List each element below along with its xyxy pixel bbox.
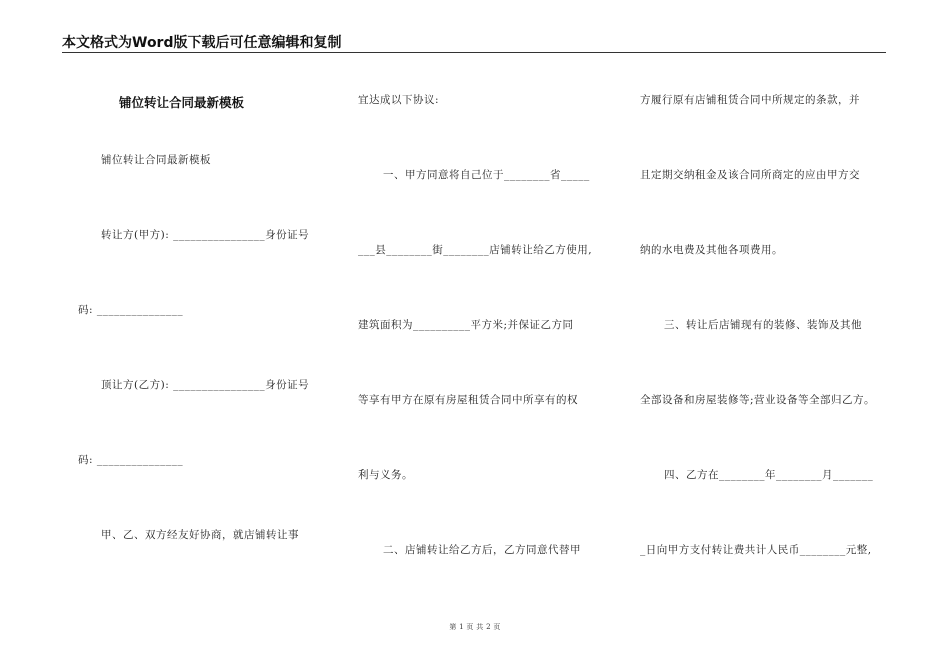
col1-line-0: 铺位转让合同最新模板 (101, 154, 211, 166)
col2-line-1: 一、甲方同意将自己位于________省_____ (383, 169, 590, 181)
col3-line-2: 纳的水电费及其他各项费用。 (640, 244, 783, 256)
document-header: 本文格式为Word版下载后可任意编辑和复制 (62, 35, 342, 51)
col1-line-3: 顶让方(乙方): ________________身份证号 (101, 379, 310, 391)
col2-line-6: 二、店铺转让给乙方后，乙方同意代替甲 (383, 544, 581, 556)
document-title: 铺位转让合同最新模板 (119, 95, 245, 110)
col3-line-0: 方履行原有店铺租赁合同中所规定的条款，并 (640, 94, 860, 106)
col1-line-2: 码: _______________ (78, 304, 184, 316)
header-divider (62, 52, 886, 53)
col3-line-4: 全部设备和房屋装修等;营业设备等全部归乙方。 (640, 394, 876, 406)
col3-line-6: _日向甲方支付转让费共计人民币________元整, (640, 544, 872, 556)
col2-line-0: 宜达成以下协议: (358, 94, 440, 106)
col3-line-1: 且定期交纳租金及该合同所商定的应由甲方交 (640, 169, 860, 181)
col2-line-3: 建筑面积为__________平方米;并保证乙方同 (358, 319, 574, 331)
page-number: 第 1 页 共 2 页 (449, 623, 501, 631)
col1-line-4: 码: _______________ (78, 454, 184, 466)
col2-line-2: ___县________街________店铺转让给乙方使用, (358, 244, 593, 256)
col1-line-1: 转让方(甲方): ________________身份证号 (101, 229, 310, 241)
col1-line-5: 甲、乙、双方经友好协商，就店铺转让事 (101, 529, 299, 541)
col2-line-5: 利与义务。 (358, 469, 413, 481)
col3-line-5: 四、乙方在________年________月_______ (664, 469, 874, 481)
col3-line-3: 三、转让后店铺现有的装修、装饰及其他 (664, 319, 862, 331)
col2-line-4: 等享有甲方在原有房屋租赁合同中所享有的权 (358, 394, 578, 406)
